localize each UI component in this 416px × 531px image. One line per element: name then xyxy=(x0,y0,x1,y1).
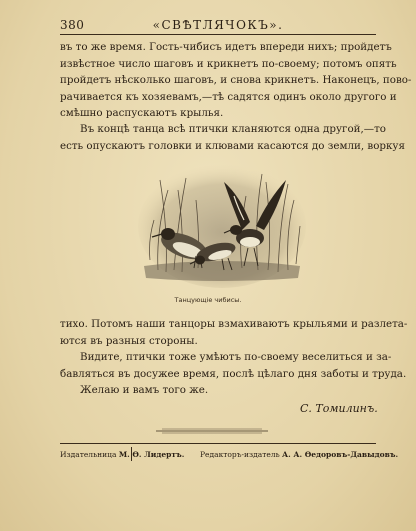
paragraph-3 xyxy=(60,316,408,349)
editor-name: А. А. Ѳедоровъ-Давыдовъ. xyxy=(282,450,399,459)
paragraph-4 xyxy=(60,349,407,399)
text-line: рачивается къ хозяевамъ,—тѣ садятся одинъ около другого и xyxy=(60,90,397,103)
illustration-caption: Танцующіе чибисы. xyxy=(174,296,242,304)
page-header xyxy=(60,18,376,38)
publisher-label: Издательница xyxy=(60,450,117,459)
publisher-name: М. Ѳ. Лидертъ. xyxy=(118,450,185,459)
text-line: Видите, птички тоже умѣютъ по-своему веселиться и за- xyxy=(80,351,392,363)
footer-rule xyxy=(60,443,376,444)
page-footer xyxy=(60,450,399,464)
text-line: Желаю и вамъ того же. xyxy=(80,384,209,396)
editor-label: Редакторъ-издатель xyxy=(200,450,280,459)
paragraph-1 xyxy=(60,39,412,122)
text-line: ются въ разныя стороны. xyxy=(60,334,198,347)
text-line: тихо. Потомъ наши танцоры взмахиваютъ крыльями и разлета- xyxy=(60,318,408,330)
editor-credit xyxy=(200,450,398,459)
ornament-divider xyxy=(152,426,272,436)
text-line: извѣстное число шаговъ и крикнетъ по-своему; потомъ опять xyxy=(60,57,397,70)
author-signature: С. Томилинъ. xyxy=(300,402,378,415)
text-line: смѣшно распускаютъ крылья. xyxy=(60,107,224,119)
lapwings-illustration xyxy=(138,160,306,288)
page-number: 380 xyxy=(60,18,85,32)
text-line: есть опускаютъ головки и клювами касаются до земли, воркуя xyxy=(60,139,405,152)
publisher-credit xyxy=(60,450,184,459)
text-line: бавляться въ досужее время, послѣ цѣлаго дня заботы и труда. xyxy=(60,367,407,380)
header-rule xyxy=(60,34,376,35)
text-line: Въ концѣ танца всѣ птички кланяются одна другой,—то xyxy=(80,123,386,135)
paragraph-2 xyxy=(60,121,405,154)
text-line: пройдетъ нѣсколько шаговъ, и снова крикнетъ. Наконецъ, пово- xyxy=(60,74,412,86)
journal-title: «СВѢТЛЯЧОКЪ». xyxy=(152,18,284,32)
text-line: въ то же время. Гость-чибисъ идетъ впереди нихъ; пройдетъ xyxy=(60,41,392,53)
